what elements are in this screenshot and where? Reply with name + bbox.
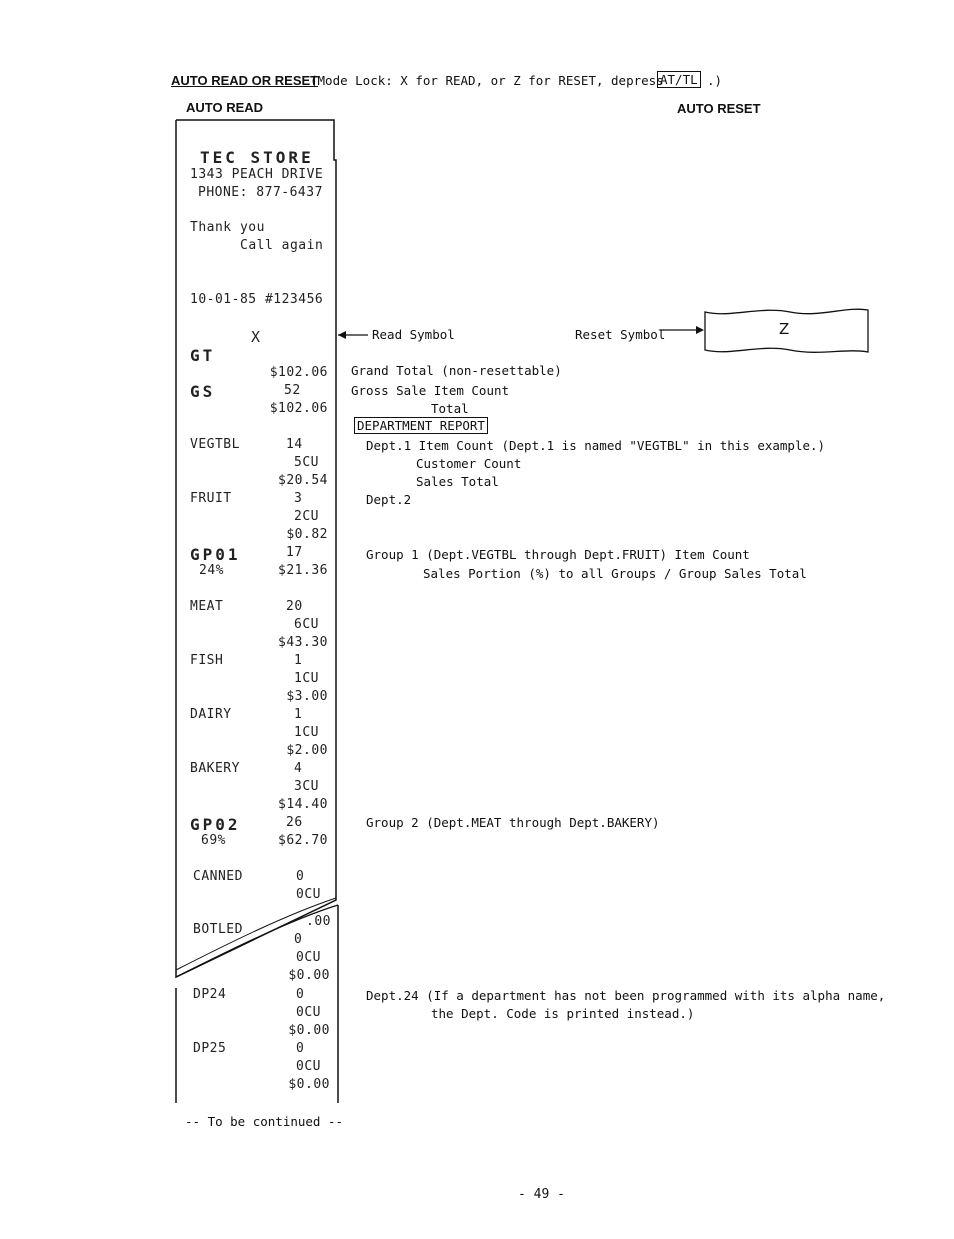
gp01-total: $21.36 <box>278 563 328 578</box>
sales-total-annotation: Sales Total <box>416 474 499 489</box>
date-consecutive-number: 10-01-85 #123456 <box>190 292 324 307</box>
read-symbol: X <box>251 328 261 346</box>
mode-lock-note: (Mode Lock: X for READ, or Z for RESET, depress <box>310 73 672 88</box>
dp25-count: 0 <box>296 1041 305 1056</box>
gp01-label: GP01 <box>190 545 241 564</box>
bakery-label: BAKERY <box>190 761 240 776</box>
thanks-message: Thank you <box>190 220 265 235</box>
reset-symbol-annotation: Reset Symbol <box>575 327 666 342</box>
dp24-total: $0.00 <box>288 1023 330 1038</box>
gp02-total: $62.70 <box>278 833 328 848</box>
gs-total: $102.06 <box>269 401 328 416</box>
dp25-total: $0.00 <box>288 1077 330 1092</box>
dept24-note-annotation: the Dept. Code is printed instead.) <box>431 1006 695 1021</box>
gp02-percent: 69% <box>201 833 226 848</box>
store-address: 1343 PEACH DRIVE <box>190 167 324 182</box>
fruit-count: 3 <box>294 491 303 506</box>
dp25-label: DP25 <box>193 1041 227 1056</box>
bakery-customers: 3CU <box>294 779 319 794</box>
gs-count: 52 <box>284 383 301 398</box>
fruit-customers: 2CU <box>294 509 319 524</box>
dairy-label: DAIRY <box>190 707 232 722</box>
canned-count: 0 <box>296 869 305 884</box>
dp25-customers: 0CU <box>296 1059 321 1074</box>
mode-lock-note-end: .) <box>707 73 723 88</box>
canned-customers: 0CU <box>296 887 321 902</box>
dept24-annotation: Dept.24 (If a department has not been programmed with its alpha name, <box>366 988 886 1003</box>
botled-total: $0.00 <box>288 968 330 983</box>
fish-total: $3.00 <box>286 689 328 704</box>
store-phone: PHONE: 877-6437 <box>198 185 323 200</box>
fish-customers: 1CU <box>294 671 319 686</box>
meat-total: $43.30 <box>278 635 328 650</box>
fish-count: 1 <box>294 653 303 668</box>
vegtbl-customers: 5CU <box>294 455 319 470</box>
group1-annotation: Group 1 (Dept.VEGTBL through Dept.FRUIT) Item Count <box>366 547 750 562</box>
bakery-total: $14.40 <box>278 797 328 812</box>
gross-total-annotation: Total <box>431 401 469 416</box>
call-again-message: Call again <box>240 238 324 253</box>
at-tl-key-label: AT/TL <box>657 71 701 88</box>
dp24-count: 0 <box>296 987 305 1002</box>
fruit-total: $0.82 <box>286 527 328 542</box>
auto-read-label: AUTO READ <box>186 100 264 115</box>
gt-value: $102.06 <box>269 365 328 380</box>
vegtbl-label: VEGTBL <box>190 437 240 452</box>
gs-label: GS <box>190 382 216 401</box>
meat-count: 20 <box>286 599 303 614</box>
botled-count: 0 <box>294 932 303 947</box>
group1-portion-annotation: Sales Portion (%) to all Groups / Group Sales Total <box>423 566 807 581</box>
grand-total-annotation: Grand Total (non-resettable) <box>351 363 562 378</box>
dept2-annotation: Dept.2 <box>366 492 412 507</box>
dp24-label: DP24 <box>193 987 227 1002</box>
botled-label: BOTLED <box>193 922 243 937</box>
vegtbl-count: 14 <box>286 437 303 452</box>
botled-customers: 0CU <box>296 950 321 965</box>
auto-reset-label: AUTO RESET <box>677 101 761 116</box>
bakery-count: 4 <box>294 761 303 776</box>
fish-label: FISH <box>190 653 224 668</box>
gp01-percent: 24% <box>199 563 224 578</box>
dept1-annotation: Dept.1 Item Count (Dept.1 is named "VEGTBL" in this example.) <box>366 438 826 453</box>
vegtbl-total: $20.54 <box>278 473 328 488</box>
reset-symbol-char: Z <box>779 320 790 338</box>
fruit-label: FRUIT <box>190 491 232 506</box>
customer-count-annotation: Customer Count <box>416 456 522 471</box>
dairy-count: 1 <box>294 707 303 722</box>
store-name: TEC STORE <box>200 148 314 167</box>
canned-total-partial: .00 <box>306 914 331 929</box>
gp02-count: 26 <box>286 815 303 830</box>
meat-customers: 6CU <box>294 617 319 632</box>
department-report-heading: DEPARTMENT REPORT <box>354 417 488 434</box>
gt-label: GT <box>190 346 216 365</box>
read-symbol-annotation: Read Symbol <box>372 327 455 342</box>
meat-label: MEAT <box>190 599 224 614</box>
to-be-continued: -- To be continued -- <box>185 1114 344 1129</box>
dairy-customers: 1CU <box>294 725 319 740</box>
canned-label: CANNED <box>193 869 243 884</box>
section-title: AUTO READ OR RESET <box>171 73 319 88</box>
dp24-customers: 0CU <box>296 1005 321 1020</box>
gp02-label: GP02 <box>190 815 241 834</box>
dairy-total: $2.00 <box>286 743 328 758</box>
group2-annotation: Group 2 (Dept.MEAT through Dept.BAKERY) <box>366 815 660 830</box>
gp01-count: 17 <box>286 545 303 560</box>
gross-sale-annotation: Gross Sale Item Count <box>351 383 510 398</box>
page-number: - 49 - <box>518 1187 565 1202</box>
